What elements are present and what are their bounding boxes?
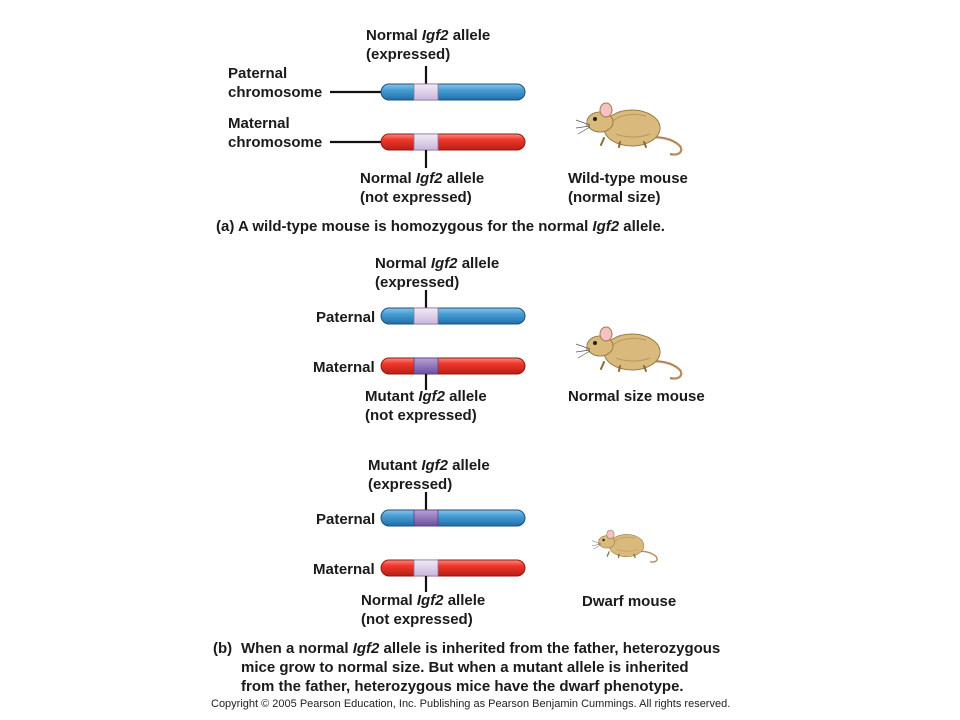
caption-a: (a) A wild-type mouse is homozygous for the normal Igf2 allele. xyxy=(216,218,665,235)
maternal-chromosome-label: Maternal chromosome xyxy=(228,115,323,151)
maternal-chromosome xyxy=(381,358,525,374)
caption-b-prefix: (b) xyxy=(213,640,233,657)
maternal-chromosome xyxy=(381,134,525,150)
paternal-chromosome-label: Paternal chromosome xyxy=(228,65,323,101)
mouse-label-b1: Normal size mouse xyxy=(568,388,705,405)
top-allele-label-b2: Mutant Igf2 allele (expressed) xyxy=(368,457,490,493)
caption-b: When a normal Igf2 allele is inherited from the father, heterozygous mice grow to normal size. But when a mutant allele is inherited from the father, heterozygous mice have the dwarf phenotype. xyxy=(241,640,721,695)
copyright-notice: Copyright © 2005 Pearson Education, Inc. Publishing as Pearson Benjamin Cummings. All rights reserved. xyxy=(211,698,731,710)
allele-band-normal xyxy=(414,134,438,150)
paternal-chromosome xyxy=(381,510,525,526)
paternal-chromosome xyxy=(381,308,525,324)
paternal-label-b1: Paternal xyxy=(316,309,376,326)
allele-band-mutant xyxy=(414,358,438,374)
paternal-label-b2: Paternal xyxy=(316,511,376,528)
bottom-allele-label-a: Normal Igf2 allele (not expressed) xyxy=(360,170,485,206)
maternal-chromosome xyxy=(381,560,525,576)
allele-band-normal xyxy=(414,560,438,576)
maternal-label-b2: Maternal xyxy=(313,561,375,578)
paternal-chromosome xyxy=(381,84,525,100)
bottom-allele-label-b1: Mutant Igf2 allele (not expressed) xyxy=(365,388,487,424)
mouse-icon xyxy=(576,103,681,155)
top-allele-label-b1: Normal Igf2 allele (expressed) xyxy=(375,255,500,291)
allele-band-normal xyxy=(414,84,438,100)
mouse-label-b2: Dwarf mouse xyxy=(582,593,677,610)
maternal-label-b1: Maternal xyxy=(313,359,375,376)
mouse-icon xyxy=(592,530,657,562)
allele-band-normal xyxy=(414,308,438,324)
mouse-label-a: Wild-type mouse (normal size) xyxy=(568,170,688,206)
top-allele-label-a: Normal Igf2 allele (expressed) xyxy=(366,27,491,63)
mouse-icon xyxy=(576,327,681,379)
allele-band-mutant xyxy=(414,510,438,526)
bottom-allele-label-b2: Normal Igf2 allele (not expressed) xyxy=(361,592,486,628)
